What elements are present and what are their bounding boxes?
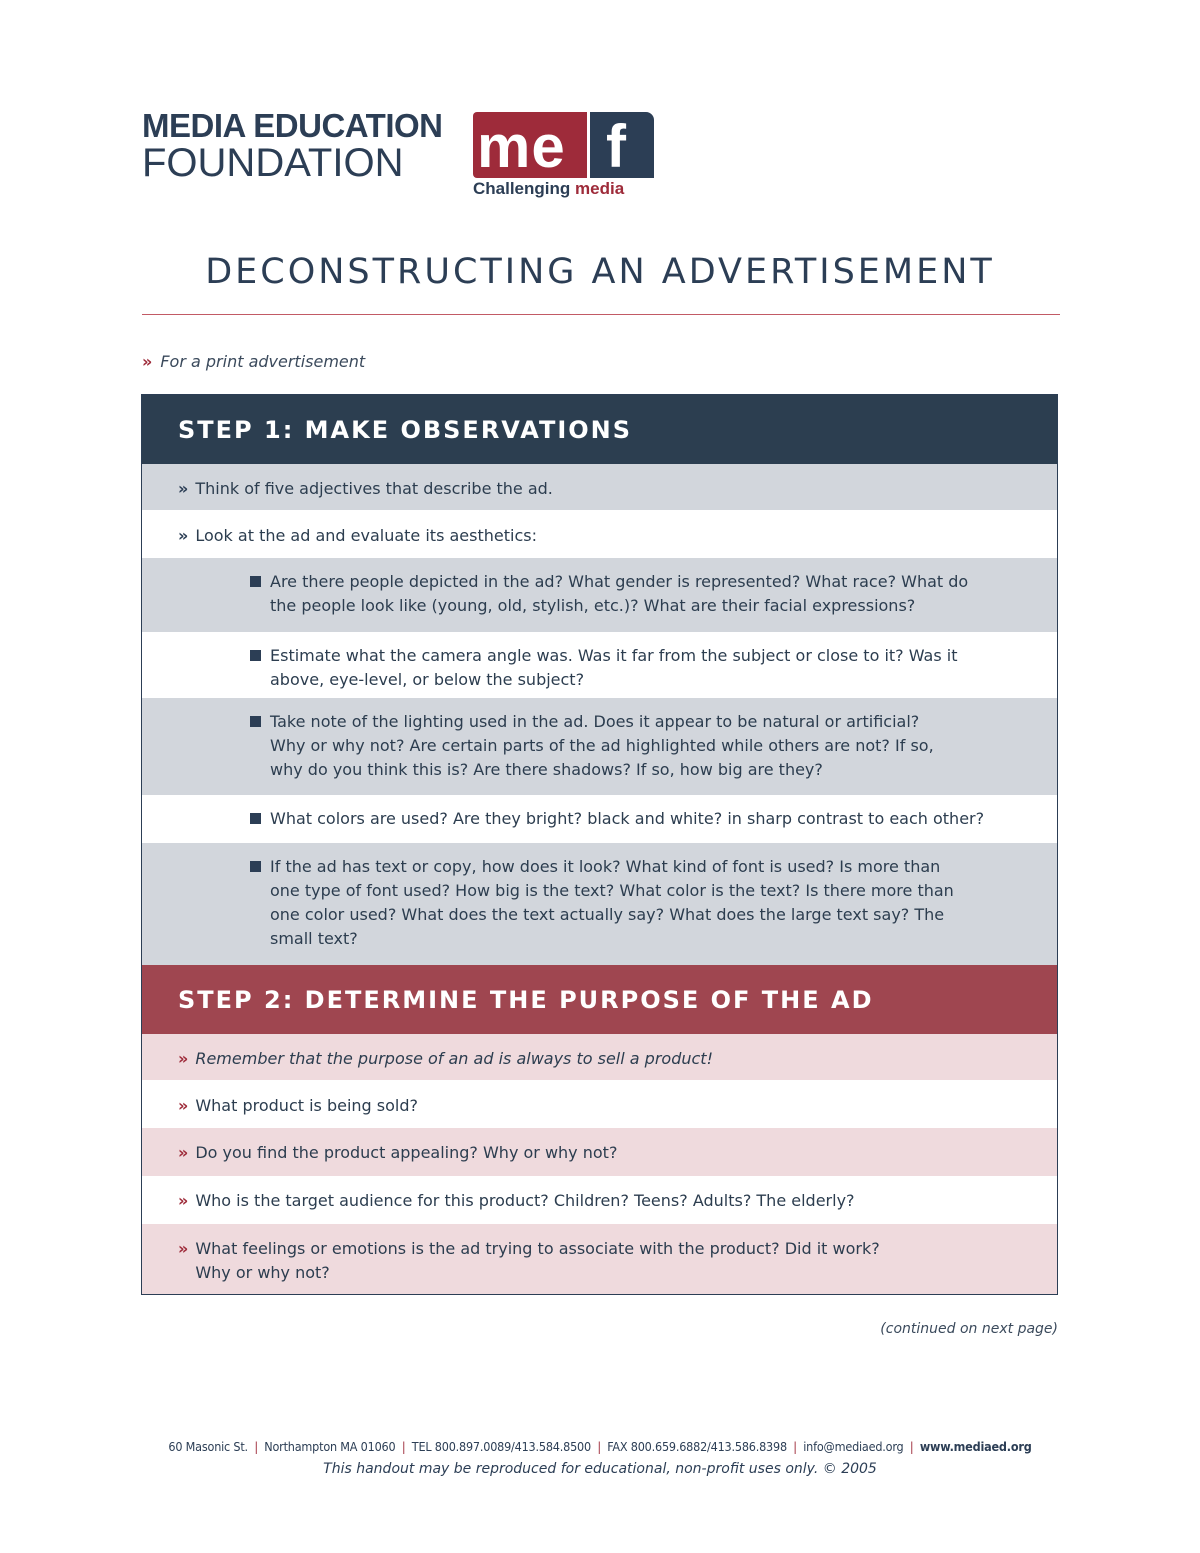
step2-item — [142, 1176, 1057, 1224]
subitem-line: above, eye-level, or below the subject? — [270, 670, 585, 689]
footer-separator: | — [401, 1439, 406, 1454]
subitem-line: Estimate what the camera angle was. Was it far from the subject or close to it? Was it — [270, 646, 958, 665]
subitem-line: Take note of the lighting used in the ad. Does it appear to be natural or artificial? — [270, 712, 920, 731]
step1-item — [142, 511, 1057, 558]
logo-tagline — [473, 179, 624, 199]
square-bullet-icon — [250, 716, 261, 727]
step1-subitem — [142, 795, 1057, 843]
step2-item-line: What feelings or emotions is the ad trying to associate with the product? Did it work? — [195, 1239, 880, 1258]
mef-mark — [473, 112, 655, 178]
subtitle-text: For a print advertisement — [160, 352, 366, 371]
bullet-marker: » — [178, 1143, 189, 1162]
footer-separator: | — [793, 1439, 797, 1454]
step1-heading — [142, 395, 1057, 464]
step2-item-text: Remember that the purpose of an ad is always to sell a product! — [195, 1049, 713, 1068]
subitem-line: small text? — [270, 929, 358, 948]
subitem-line: Why or why not? Are certain parts of the ad highlighted while others are not? If so, — [270, 736, 934, 755]
logo-line-media-education: MEDIA EDUCATION — [142, 107, 443, 144]
logo-line-foundation: FOUNDATION — [142, 141, 404, 185]
subtitle — [142, 352, 365, 371]
bullet-marker: » — [178, 479, 189, 498]
step2-item-text: Who is the target audience for this product? Children? Teens? Adults? The elderly? — [195, 1191, 855, 1210]
step2-item — [142, 1034, 1057, 1081]
bullet-marker: » — [178, 1049, 189, 1068]
subitem-line: What colors are used? Are they bright? black and white? in sharp contrast to each other? — [270, 809, 985, 828]
footer-email: info@mediaed.org — [803, 1439, 904, 1454]
subitem-line: If the ad has text or copy, how does it look? What kind of font is used? Is more than — [270, 857, 941, 876]
mef-logo — [142, 108, 662, 200]
subitem-line: the people look like (young, old, stylish, etc.)? What are their facial expressions? — [270, 596, 916, 615]
footer-city: Northampton MA 01060 — [264, 1439, 396, 1454]
bullet-marker: » — [178, 1191, 189, 1210]
page-title: DECONSTRUCTING AN ADVERTISEMENT — [205, 252, 995, 292]
step1-subitem — [142, 558, 1057, 632]
step2-item — [142, 1128, 1057, 1176]
step2-item-text: What product is being sold? — [195, 1096, 419, 1115]
subitem-line: Are there people depicted in the ad? What gender is represented? What race? What do — [270, 572, 969, 591]
bullet-marker: » — [178, 1096, 189, 1115]
square-bullet-icon — [250, 576, 261, 587]
subtitle-marker: » — [142, 352, 153, 371]
worksheet-table — [141, 394, 1058, 1295]
continued-note: (continued on next page) — [880, 1321, 1058, 1337]
step1-subitem — [142, 632, 1057, 698]
subitem-line: why do you think this is? Are there shadows? If so, how big are they? — [270, 760, 823, 779]
bullet-marker: » — [178, 526, 189, 545]
footer-separator: | — [254, 1439, 258, 1454]
footer-fax: FAX 800.659.6882/413.586.8398 — [607, 1439, 787, 1454]
step2-heading — [142, 965, 1057, 1034]
footer-address: 60 Masonic St. — [168, 1439, 248, 1454]
square-bullet-icon — [250, 650, 261, 661]
tagline-challenging: Challenging — [473, 179, 571, 198]
footer-website: www.mediaed.org — [919, 1439, 1032, 1454]
step1-item-text: Look at the ad and evaluate its aesthetics: — [195, 526, 537, 545]
logo-mark-f: f — [606, 113, 626, 180]
step1-subitem — [142, 698, 1057, 795]
footer-tel: TEL 800.897.0089/413.584.8500 — [411, 1439, 591, 1454]
step2-item — [142, 1081, 1057, 1128]
footer-separator: | — [909, 1439, 914, 1454]
step1-heading-text: STEP 1: MAKE OBSERVATIONS — [178, 415, 633, 444]
square-bullet-icon — [250, 813, 261, 824]
step1-subitem — [142, 843, 1057, 965]
subitem-line: one color used? What does the text actually say? What does the large text say? The — [270, 905, 945, 924]
step1-item — [142, 464, 1057, 511]
bullet-marker: » — [178, 1239, 189, 1258]
subitem-line: one type of font used? How big is the text? What color is the text? Is there more than — [270, 881, 954, 900]
step2-item — [142, 1224, 1057, 1295]
step1-item-text: Think of five adjectives that describe the ad. — [195, 479, 553, 498]
tagline-media: media — [575, 179, 625, 198]
step2-heading-text: STEP 2: DETERMINE THE PURPOSE OF THE AD — [178, 985, 874, 1014]
footer-contact — [0, 1439, 1200, 1454]
title-divider — [142, 314, 1060, 315]
step2-item-line: Why or why not? — [195, 1263, 330, 1282]
footer-notice: This handout may be reproduced for educational, non-profit uses only. © 2005 — [323, 1461, 877, 1477]
square-bullet-icon — [250, 861, 261, 872]
logo-mark-me: me — [477, 113, 566, 180]
footer-separator: | — [597, 1439, 601, 1454]
step2-item-text: Do you find the product appealing? Why or why not? — [195, 1143, 618, 1162]
